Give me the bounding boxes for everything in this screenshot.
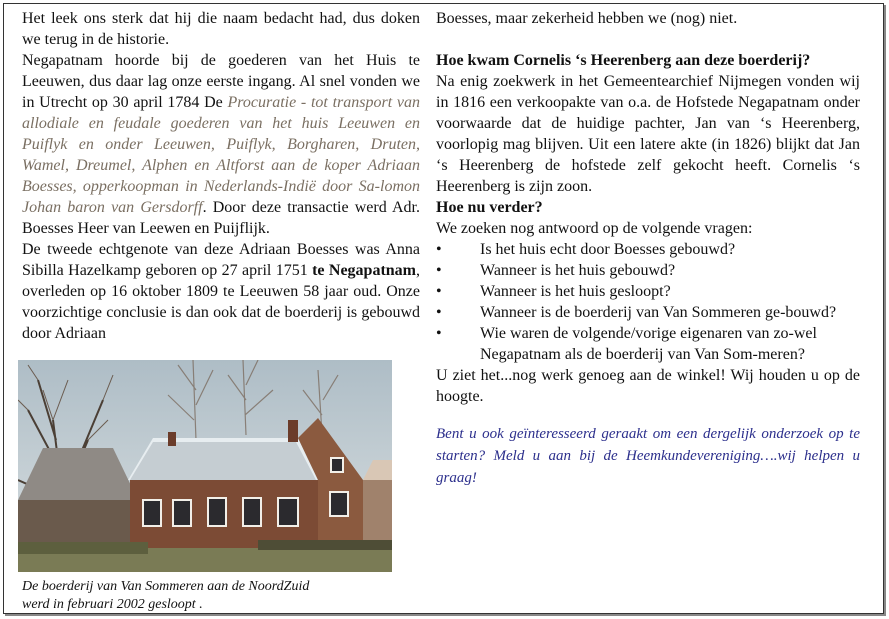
farmhouse-photo: [18, 360, 392, 572]
paragraph-text: . Door deze transactie werd Adr. Boesses Heer van Leewen en Puijflijk.: [22, 199, 421, 237]
section-heading: Hoe nu verder?: [436, 199, 543, 216]
callout-invitation: Bent u ook geïnteresseerd geraakt om een dergelijk onderzoek op te starten? Meld u aan bij de Heemkundevereniging….wij helpen u graag!: [436, 426, 860, 486]
list-item: [436, 239, 860, 260]
bullet-icon: •: [436, 241, 442, 258]
question-text: Is het huis echt door Boesses gebouwd?: [480, 241, 736, 258]
paragraph-text: , overleden op 16 oktober 1809 te Leeuwen 58 jaar oud. Onze voorzichtige conclusie is dan ook dat de boerderij is gebouwd door Adriaan: [22, 262, 421, 342]
questions-list: [436, 239, 860, 365]
quoted-deed: Procuratie - tot transport van allodiale en feudale goederen van het huis Leeuwen en Puiflyk en onder Leeuwen, Puiflyk, Borgharen, Druten, Wamel, Dreumel, Alphen en Altforst aan de koper Adriaan Boesses, opperkoopman in Nederlands-Indië door Sa-lomon Johan baron van Gersdorff: [22, 94, 420, 216]
caption-line: De boerderij van Van Sommeren aan de NoordZuid: [22, 579, 310, 594]
bullet-icon: •: [436, 304, 442, 321]
section-heading: Hoe kwam Cornelis ‘s Heerenberg aan deze boerderij?: [436, 52, 811, 69]
photo-caption: [22, 578, 402, 614]
question-text: Wanneer is de boerderij van Van Sommeren ge-bouwd?: [480, 304, 837, 321]
paragraph-spouse: [22, 239, 420, 344]
paragraph-closing: U ziet het...nog werk genoeg aan de winkel! Wij houden u op de hoogte.: [436, 367, 860, 405]
question-text: Wanneer is het huis gesloopt?: [480, 283, 671, 300]
paragraph-text: Negapatnam hoorde bij de goederen van het Huis te Leeuwen, dus daar lag onze eerste ingang. Al snel vonden we in Utrecht op 30 april 1784 De: [22, 52, 420, 111]
paragraph-procuratie: [22, 50, 420, 239]
paragraph-intro: Het leek ons sterk dat hij die naam bedacht had, dus doken we terug in de historie.: [22, 10, 420, 48]
question-text: Wie waren de volgende/vorige eigenaren van zo-wel Negapatnam als de boerderij van Van Som-meren?: [480, 325, 817, 363]
paragraph-text: De tweede echtgenote van deze Adriaan Boesses was Anna Sibilla Hazelkamp geboren op 27 april 1751: [22, 241, 420, 279]
left-column: [22, 8, 420, 344]
bullet-icon: •: [436, 325, 442, 342]
caption-line: werd in februari 2002 gesloopt .: [22, 597, 203, 612]
list-item: [436, 323, 860, 365]
question-text: Wanneer is het huis gebouwd?: [480, 262, 676, 279]
paragraph-archive: Na enig zoekwerk in het Gemeentearchief Nijmegen vonden wij in 1816 een verkoopakte van o.a. de Hofstede Negapatnam onder voorwaarde dat de huidige pachter, Jan van ‘s Heerenberg, voorlopig mag blijven. Uit een latere akte (in 1826) blijkt dat Jan ‘s Heerenberg de hofstede zelf gekocht heeft. Cornelis ‘s Heerenberg is zijn zoon.: [436, 73, 860, 195]
emphasis: te Negapatnam: [312, 262, 417, 279]
right-column: [436, 8, 860, 489]
bullet-icon: •: [436, 262, 442, 279]
paragraph-continuation: Boesses, maar zekerheid hebben we (nog) niet.: [436, 10, 738, 27]
list-item: [436, 281, 860, 302]
list-item: [436, 260, 860, 281]
list-item: [436, 302, 860, 323]
bullet-icon: •: [436, 283, 442, 300]
questions-intro: We zoeken nog antwoord op de volgende vragen:: [436, 220, 753, 237]
